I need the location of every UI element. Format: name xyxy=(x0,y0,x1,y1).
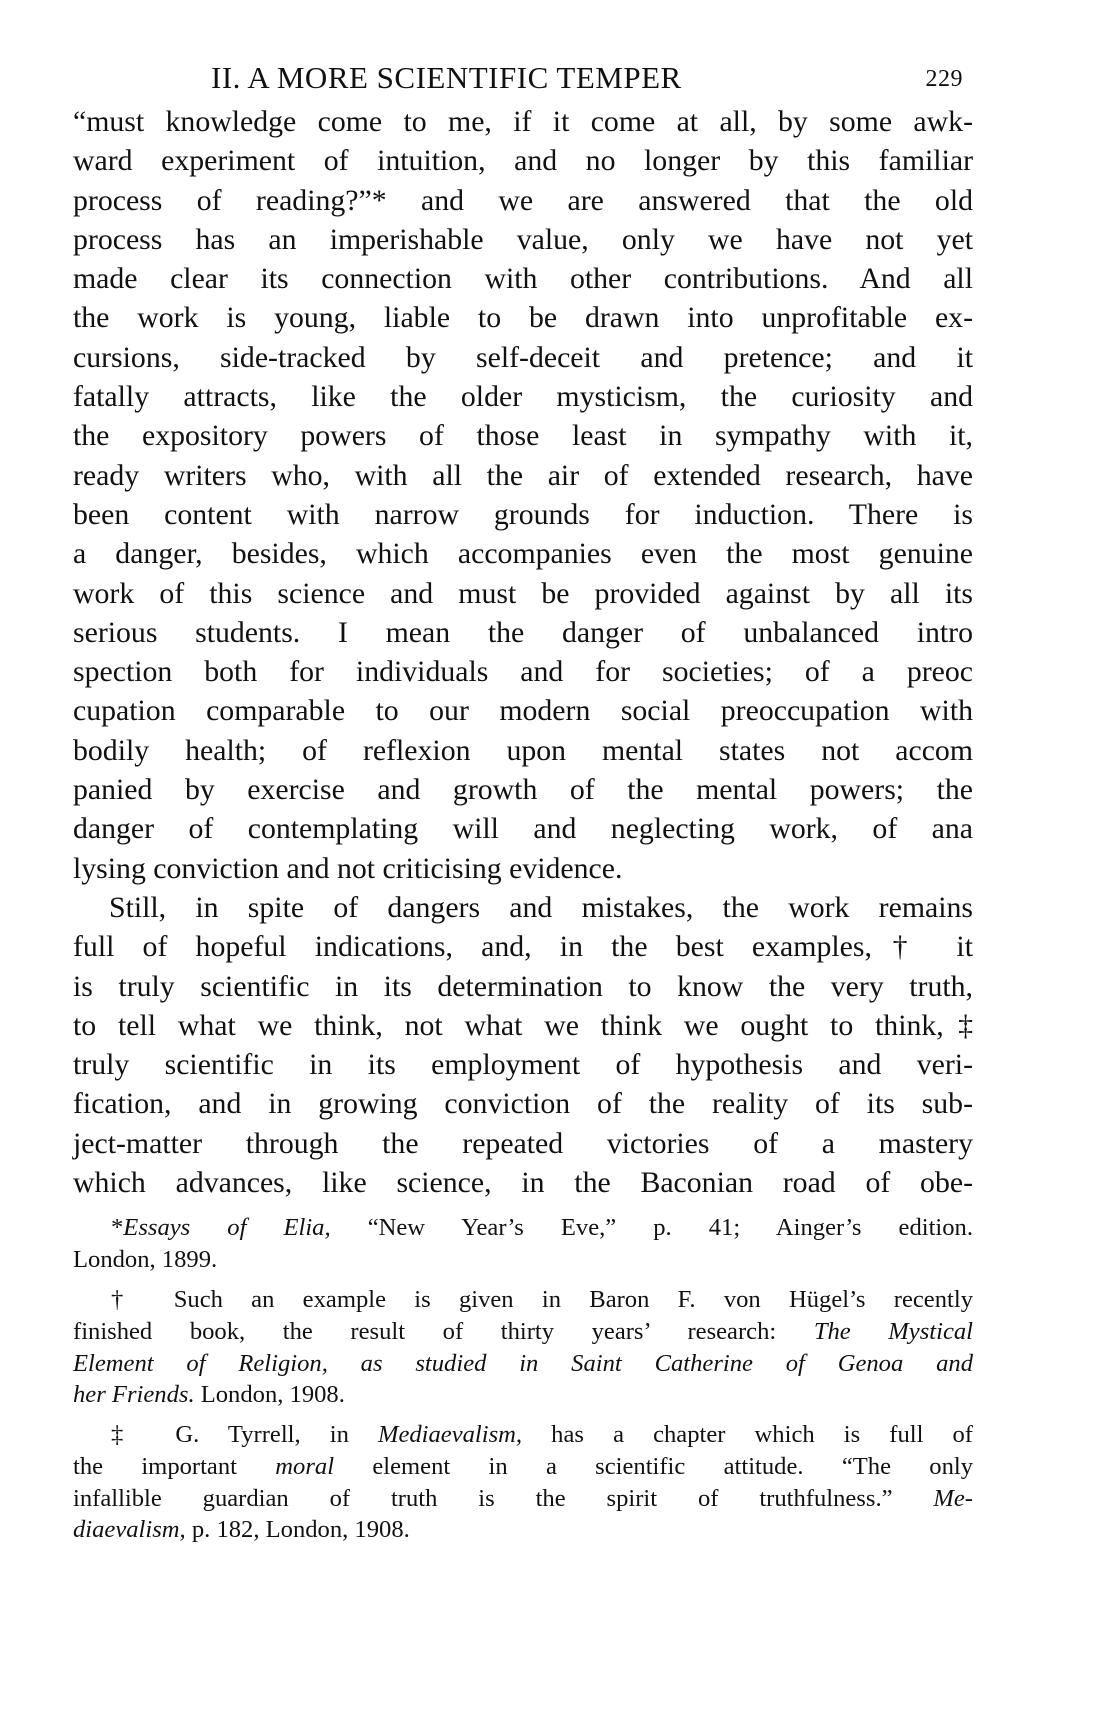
running-title: II. A MORE SCIENTIFIC TEMPER xyxy=(211,60,682,95)
footnote-text: ‡ G. Tyrrell, in xyxy=(111,1421,378,1449)
text-line: ready writers who, with all the air of extended research, have xyxy=(73,458,973,492)
footnote-mark: * xyxy=(111,1214,124,1242)
footnote-3 xyxy=(73,1419,973,1546)
text-line: been content with narrow grounds for induction. There is xyxy=(73,497,973,531)
footnote-text: the important xyxy=(73,1452,276,1480)
footnote-text: “New Year’s Eve,” p. 41; Ainger’s edition. xyxy=(330,1214,974,1242)
footnote-1 xyxy=(73,1212,973,1276)
footnote-book-title: Essays of Elia, xyxy=(123,1214,331,1242)
text-line: spection both for individuals and for societies; of a preoc xyxy=(73,655,973,689)
text-line: a danger, besides, which accompanies even the most genuine xyxy=(73,537,973,571)
text-line: ject-matter through the repeated victories of a mastery xyxy=(73,1126,973,1160)
footnote-text: infallible guardian of truth is the spirit of truthfulness.” xyxy=(73,1484,934,1512)
text-line: fatally attracts, like the older mysticism, the curiosity and xyxy=(73,380,973,414)
text-line: to tell what we think, not what we think we ought to think,‡ xyxy=(73,1008,973,1042)
running-head xyxy=(73,44,973,102)
text-line: the expository powers of those least in sympathy with it, xyxy=(73,419,973,453)
text-line: cursions, side-tracked by self-deceit and pretence; and it xyxy=(73,340,973,374)
footnote-text: p. 182, London, 1908. xyxy=(185,1516,410,1544)
text-line: process of reading?”* and we are answered that the old xyxy=(73,183,973,217)
text-line: bodily health; of reflexion upon mental states not accom xyxy=(73,733,973,767)
text-line: Still, in spite of dangers and mistakes, the work remains xyxy=(109,890,973,924)
footnote-line xyxy=(73,1212,973,1244)
footnote-text: finished book, the result of thirty years’ research: xyxy=(73,1317,814,1345)
footnote-text: London, 1908. xyxy=(194,1381,345,1409)
text-line: which advances, like science, in the Baconian road of obe- xyxy=(73,1166,973,1200)
footnotes xyxy=(73,1212,973,1546)
text-line: work of this science and must be provided against by all its xyxy=(73,576,973,610)
text-line: panied by exercise and growth of the mental powers; the xyxy=(73,773,973,807)
book-page xyxy=(73,44,973,1554)
paragraph-1 xyxy=(73,102,973,888)
text-line: fication, and in growing conviction of the reality of its sub- xyxy=(73,1087,973,1121)
text-line: full of hopeful indications, and, in the best examples,† it xyxy=(73,930,973,964)
footnote-line xyxy=(73,1379,973,1411)
footnote-line: London, 1899. xyxy=(73,1246,218,1274)
footnote-line xyxy=(73,1419,973,1451)
footnote-2 xyxy=(73,1284,973,1411)
text-line: “must knowledge come to me, if it come at all, by some awk- xyxy=(73,105,973,138)
text-line: process has an imperishable value, only we have not yet xyxy=(73,222,973,256)
footnote-book-title: diaevalism, xyxy=(73,1516,186,1544)
text-line: serious students. I mean the danger of unbalanced intro xyxy=(73,615,973,649)
footnote-line: Element of Religion, as studied in Saint Catherine of Genoa and xyxy=(73,1349,973,1377)
footnote-text: element in a scientific attitude. “The only xyxy=(334,1452,974,1480)
footnote-line: † Such an example is given in Baron F. von Hügel’s recently xyxy=(111,1285,973,1313)
footnote-book-title: Mediaevalism, xyxy=(377,1421,523,1449)
footnote-line xyxy=(73,1514,973,1546)
text-line: danger of contemplating will and neglecting work, of ana xyxy=(73,812,973,846)
footnote-line xyxy=(73,1451,973,1483)
footnote-line xyxy=(73,1316,973,1348)
footnote-text: has a chapter which is full of xyxy=(522,1421,973,1449)
footnote-book-title: The Mystical xyxy=(813,1317,973,1345)
footnote-book-title: Me- xyxy=(933,1484,973,1512)
text-line: lysing conviction and not criticising evidence. xyxy=(73,851,623,885)
footnote-book-title: her Friends. xyxy=(73,1381,195,1409)
text-line: truly scientific in its employment of hypothesis and veri- xyxy=(73,1048,973,1082)
footnote-emphasis: moral xyxy=(275,1452,335,1480)
text-line: cupation comparable to our modern social preoccupation with xyxy=(73,694,973,728)
text-line: ward experiment of intuition, and no longer by this familiar xyxy=(73,144,973,178)
footnote-line xyxy=(73,1483,973,1515)
body-text xyxy=(73,102,973,1202)
text-line: the work is young, liable to be drawn into unprofitable ex- xyxy=(73,301,973,335)
page-number: 229 xyxy=(925,66,963,92)
text-line: made clear its connection with other contributions. And all xyxy=(73,262,973,296)
paragraph-2 xyxy=(73,888,973,1202)
text-line: is truly scientific in its determination to know the very truth, xyxy=(73,969,973,1003)
